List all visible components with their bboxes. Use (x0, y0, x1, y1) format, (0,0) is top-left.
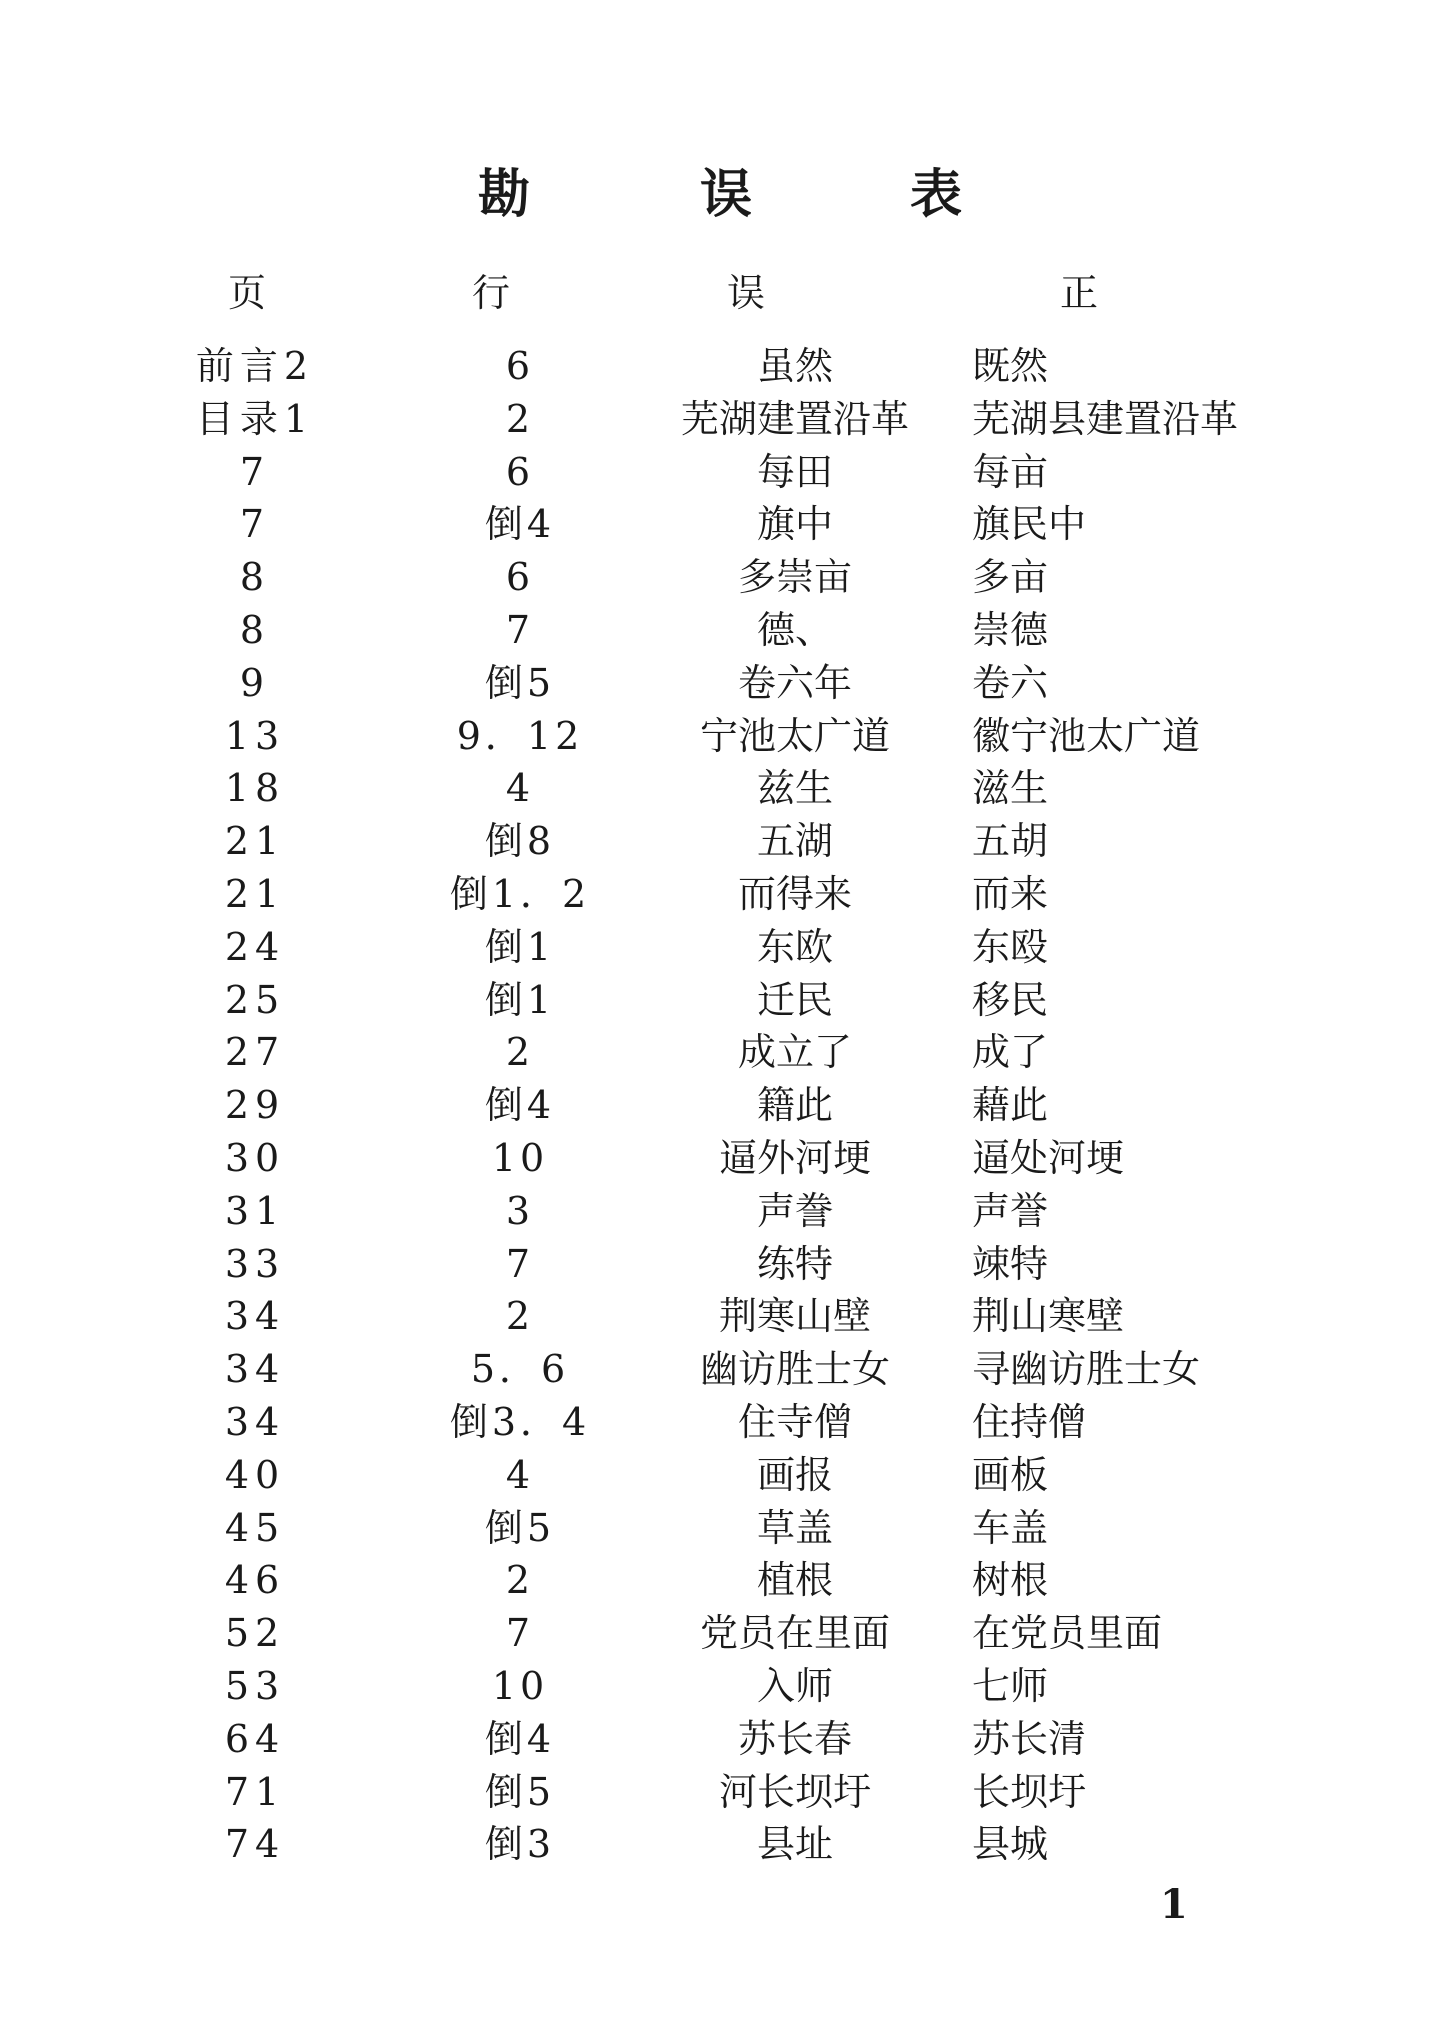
cell-page: 9 (239, 660, 271, 705)
table-row (0, 1607, 1440, 1660)
cell-page: 34 (224, 1347, 286, 1392)
cell-line: 倒8 (484, 819, 556, 864)
cell-error: 成立了 (737, 1030, 852, 1075)
cell-line: 倒3 (484, 1822, 556, 1867)
table-row (0, 340, 1440, 393)
cell-correction: 多亩 (972, 555, 1049, 600)
cell-correction: 徽宁池太广道 (972, 713, 1201, 758)
title-char-1: 勘 (478, 164, 531, 225)
cell-correction: 藉此 (972, 1083, 1049, 1128)
cell-page: 30 (224, 1135, 286, 1180)
cell-page: 24 (224, 924, 286, 969)
table-row (0, 446, 1440, 499)
cell-error: 苏长春 (737, 1716, 852, 1761)
cell-correction: 卷六 (972, 660, 1049, 705)
table-row (0, 710, 1440, 763)
cell-line: 6 (505, 344, 535, 388)
cell-page: 45 (224, 1505, 286, 1550)
cell-error: 植根 (756, 1558, 833, 1603)
cell-page: 7 (239, 502, 271, 547)
cell-line: 倒5 (484, 1769, 556, 1814)
cell-page: 40 (224, 1452, 286, 1497)
cell-line: 3 (505, 1188, 535, 1233)
cell-line: 2 (505, 1294, 535, 1339)
cell-error: 幽访胜士女 (699, 1347, 890, 1392)
table-row (0, 1818, 1440, 1871)
header-page: 页 (228, 271, 267, 315)
table-row (0, 921, 1440, 974)
cell-line: 6 (505, 449, 535, 494)
cell-page: 46 (224, 1558, 286, 1603)
table-row (0, 1449, 1440, 1502)
cell-page: 18 (224, 766, 286, 811)
table-row (0, 1660, 1440, 1713)
cell-correction: 既然 (972, 344, 1049, 388)
cell-error: 籍此 (756, 1083, 833, 1128)
cell-error: 党员在里面 (699, 1611, 890, 1656)
header-line: 行 (472, 271, 511, 315)
cell-error: 虽然 (756, 344, 833, 388)
cell-line: 倒4 (484, 502, 556, 547)
cell-correction: 寻幽访胜士女 (972, 1347, 1201, 1392)
cell-line: 2 (505, 396, 535, 441)
table-row (0, 1713, 1440, 1766)
table-row (0, 1026, 1440, 1079)
cell-correction: 移民 (972, 977, 1049, 1022)
table-header (0, 268, 1440, 318)
cell-line: 倒1 (484, 924, 556, 969)
page-number: 1 (1160, 1881, 1188, 1928)
cell-page: 目录1 (195, 396, 315, 441)
table-row (0, 551, 1440, 604)
cell-line: 倒4 (484, 1083, 556, 1128)
cell-line: 4 (505, 766, 535, 811)
cell-correction: 逼处河埂 (972, 1135, 1125, 1180)
cell-correction: 每亩 (972, 449, 1049, 494)
cell-correction: 七师 (972, 1663, 1049, 1708)
cell-correction: 苏长清 (972, 1716, 1087, 1761)
cell-line: 倒1 (484, 977, 556, 1022)
cell-error: 住寺僧 (737, 1399, 852, 1444)
table-row (0, 1238, 1440, 1291)
cell-line: 10 (491, 1135, 549, 1180)
cell-correction: 住持僧 (972, 1399, 1087, 1444)
table-row (0, 868, 1440, 921)
cell-page: 29 (224, 1083, 286, 1128)
cell-correction: 东殴 (972, 924, 1049, 969)
cell-page: 21 (224, 819, 286, 864)
cell-line: 7 (505, 607, 535, 652)
table-row (0, 1290, 1440, 1343)
cell-error: 练特 (756, 1241, 833, 1286)
table-row (0, 974, 1440, 1027)
cell-error: 五湖 (756, 819, 833, 864)
cell-correction: 芜湖县建置沿革 (972, 396, 1239, 441)
table-row (0, 498, 1440, 551)
cell-page: 34 (224, 1399, 286, 1444)
cell-page: 前言2 (195, 344, 315, 388)
cell-line: 倒4 (484, 1716, 556, 1761)
errata-table (0, 340, 1440, 1871)
title-char-3: 表 (910, 164, 963, 225)
cell-error: 画报 (756, 1452, 833, 1497)
table-row (0, 815, 1440, 868)
cell-line: 9．12 (456, 713, 584, 758)
cell-correction: 画板 (972, 1452, 1049, 1497)
cell-page: 74 (224, 1822, 286, 1867)
cell-line: 5．6 (470, 1347, 570, 1392)
cell-error: 而得来 (737, 871, 852, 916)
cell-correction: 旗民中 (972, 502, 1087, 547)
cell-error: 入师 (756, 1663, 833, 1708)
table-row (0, 1132, 1440, 1185)
table-row (0, 1766, 1440, 1819)
cell-page: 25 (224, 977, 286, 1022)
table-row (0, 1185, 1440, 1238)
cell-error: 德、 (756, 607, 833, 652)
cell-line: 倒1．2 (449, 871, 591, 916)
cell-error: 芜湖建置沿革 (680, 396, 909, 441)
cell-line: 2 (505, 1030, 535, 1075)
cell-correction: 崇德 (972, 607, 1049, 652)
cell-error: 东欧 (756, 924, 833, 969)
cell-page: 34 (224, 1294, 286, 1339)
cell-error: 县址 (756, 1822, 833, 1867)
cell-error: 卷六年 (737, 660, 852, 705)
cell-error: 逼外河埂 (718, 1135, 871, 1180)
cell-correction: 竦特 (972, 1241, 1049, 1286)
table-row (0, 1554, 1440, 1607)
cell-correction: 在党员里面 (972, 1611, 1163, 1656)
cell-error: 河长坝圩 (718, 1769, 871, 1814)
cell-correction: 而来 (972, 871, 1049, 916)
table-row (0, 657, 1440, 710)
cell-error: 迁民 (756, 977, 833, 1022)
cell-correction: 五胡 (972, 819, 1049, 864)
cell-line: 倒5 (484, 1505, 556, 1550)
table-row (0, 1502, 1440, 1555)
cell-error: 草盖 (756, 1505, 833, 1550)
cell-correction: 荆山寒壁 (972, 1294, 1125, 1339)
cell-correction: 县城 (972, 1822, 1049, 1867)
cell-line: 4 (505, 1452, 535, 1497)
header-error: 误 (727, 271, 766, 315)
cell-page: 52 (224, 1611, 286, 1656)
cell-line: 7 (505, 1241, 535, 1286)
cell-page: 8 (239, 607, 271, 652)
table-row (0, 1343, 1440, 1396)
cell-page: 53 (224, 1663, 286, 1708)
table-row (0, 1079, 1440, 1132)
cell-line: 7 (505, 1611, 535, 1656)
cell-line: 2 (505, 1558, 535, 1603)
cell-page: 21 (224, 871, 286, 916)
cell-page: 8 (239, 555, 271, 600)
cell-page: 13 (224, 713, 286, 758)
header-correction: 正 (1060, 271, 1099, 315)
cell-page: 31 (224, 1188, 286, 1233)
cell-page: 7 (239, 449, 271, 494)
cell-page: 27 (224, 1030, 286, 1075)
cell-line: 倒3．4 (449, 1399, 591, 1444)
cell-page: 33 (224, 1241, 286, 1286)
cell-error: 每田 (756, 449, 833, 494)
cell-correction: 树根 (972, 1558, 1049, 1603)
page-title (0, 160, 1440, 230)
cell-correction: 滋生 (972, 766, 1049, 811)
title-char-2: 误 (700, 164, 753, 225)
cell-line: 倒5 (484, 660, 556, 705)
cell-error: 宁池太广道 (699, 713, 890, 758)
cell-correction: 车盖 (972, 1505, 1049, 1550)
table-row (0, 1396, 1440, 1449)
cell-correction: 声誉 (972, 1188, 1049, 1233)
table-row (0, 604, 1440, 657)
cell-line: 10 (491, 1663, 549, 1708)
table-row (0, 762, 1440, 815)
cell-line: 6 (505, 555, 535, 600)
cell-correction: 成了 (972, 1030, 1049, 1075)
cell-error: 旗中 (756, 502, 833, 547)
cell-page: 64 (224, 1716, 286, 1761)
cell-page: 71 (224, 1769, 286, 1814)
table-row (0, 393, 1440, 446)
cell-error: 多崇亩 (737, 555, 852, 600)
cell-error: 兹生 (756, 766, 833, 811)
cell-correction: 长坝圩 (972, 1769, 1087, 1814)
cell-error: 声誊 (756, 1188, 833, 1233)
cell-error: 荆寒山壁 (718, 1294, 871, 1339)
